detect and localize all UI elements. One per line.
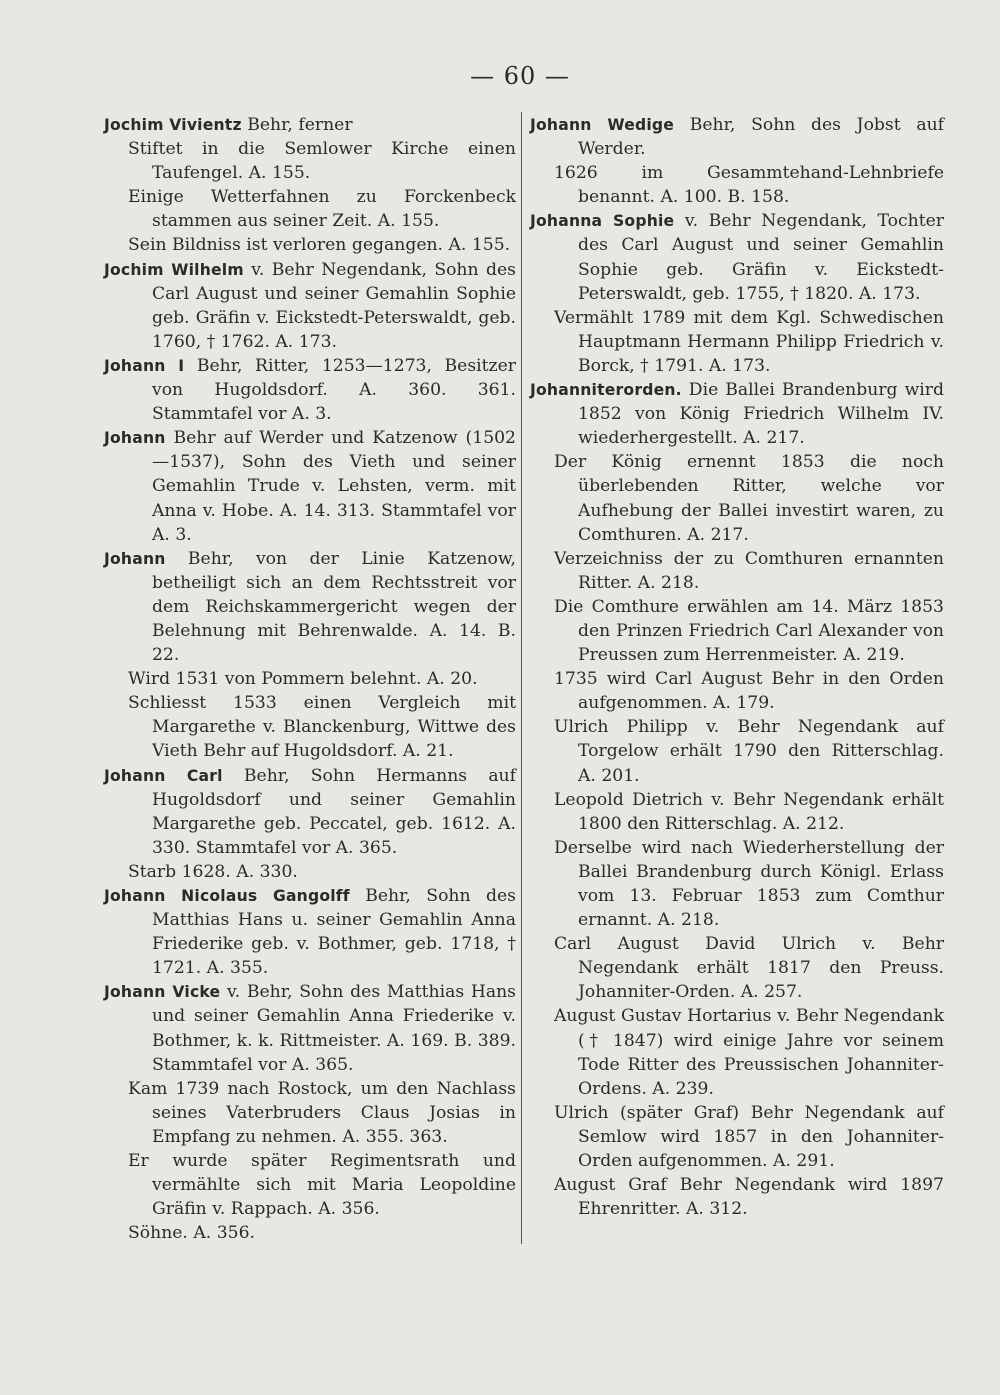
- entry-text: Er wurde später Regimentsrath und vermählte sich mit Maria Leopoldine Gräfin v. Rappach. A. 356.: [128, 1151, 516, 1220]
- index-entry: [104, 547, 516, 667]
- page-number: — 60 —: [470, 62, 570, 90]
- entry-text: Leopold Dietrich v. Behr Negendank erhält 1800 den Ritterschlag. A. 212.: [554, 789, 944, 834]
- entry-headword: Jochim Vivientz: [104, 116, 242, 134]
- entry-text: Ulrich (später Graf) Behr Negendank auf Semlow wird 1857 in den Johanniter-Orden aufgenommen. A. 291.: [554, 1102, 944, 1172]
- index-subentry: [104, 137, 516, 185]
- entry-headword: Johanna Sophie: [530, 212, 675, 231]
- entry-text: Stiftet in die Semlower Kirche einen Taufengel. A. 155.: [128, 139, 516, 184]
- index-entry: [104, 980, 516, 1076]
- entry-text: Behr, Sohn Hermanns auf Hugoldsdorf und seiner Gemahlin Margarethe geb. Peccatel, geb. 1612. A. 330. Stammtafel vor A. 365.: [152, 765, 516, 858]
- entry-text: Die Comthure erwählen am 14. März 1853 den Prinzen Friedrich Carl Alexander von Preussen zum Herrenmeister. A. 219.: [554, 596, 944, 666]
- index-entry: [104, 764, 516, 860]
- index-subentry: [530, 1004, 944, 1100]
- entry-text: Behr auf Werder und Katzenow (1502—1537), Sohn des Vieth und seiner Gemahlin Trude v. Lehsten, verm. mit Anna v. Hobe. A. 14. 313. Stammtafel vor A. 3.: [152, 428, 516, 545]
- index-entry: [104, 884, 516, 980]
- entry-text: Söhne. A. 356.: [128, 1223, 255, 1244]
- index-entry: [530, 209, 944, 305]
- entry-headword: Johann: [104, 549, 166, 568]
- entry-headword: Johann Wedige: [530, 116, 675, 134]
- entry-text: Die Ballei Brandenburg wird 1852 von König Friedrich Wilhelm IV. wiederhergestellt. A. 217.: [578, 380, 944, 449]
- column-divider: [521, 112, 522, 1244]
- entry-text: Vermählt 1789 mit dem Kgl. Schwedischen Hauptmann Hermann Philipp Friedrich v. Borck, † 1791. A. 173.: [554, 307, 944, 376]
- entry-text: Verzeichniss der zu Comthuren ernannten Ritter. A. 218.: [554, 548, 944, 593]
- entry-headword: Johanniterorden.: [530, 381, 682, 400]
- entry-text: Derselbe wird nach Wiederherstellung der Ballei Brandenburg durch Königl. Erlass vom 13. Februar 1853 zum Comthur ernannt. A. 218.: [554, 837, 944, 931]
- index-subentry: [530, 1173, 944, 1221]
- index-entry: [530, 378, 944, 450]
- entry-text: Wird 1531 von Pommern belehnt. A. 20.: [128, 669, 478, 690]
- index-subentry: [104, 860, 516, 884]
- entry-text: Behr, ferner: [241, 115, 353, 135]
- entry-text: Behr, von der Linie Katzenow, betheiligt sich an dem Rechtsstreit vor dem Reichskammergericht wegen der Belehnung mit Behrenwalde. A. 14. B. 22.: [152, 548, 516, 666]
- index-subentry: [530, 836, 944, 932]
- entry-headword: Johann Carl: [104, 766, 223, 785]
- index-subentry: [104, 1077, 516, 1149]
- entry-headword: Jochim Wilhelm: [104, 260, 244, 279]
- entry-text: 1735 wird Carl August Behr in den Orden aufgenommen. A. 179.: [554, 669, 944, 714]
- index-subentry: [104, 691, 516, 763]
- entry-text: Der König ernennt 1853 die noch überlebenden Ritter, welche vor Aufhebung der Ballei investirt waren, zu Comthuren. A. 217.: [554, 452, 944, 545]
- entry-text: Behr, Ritter, 1253—1273, Besitzer von Hugoldsdorf. A. 360. 361. Stammtafel vor A. 3.: [152, 355, 516, 425]
- index-subentry: [530, 932, 944, 1004]
- index-subentry: [530, 1101, 944, 1173]
- entry-text: August Graf Behr Negendank wird 1897 Ehrenritter. A. 312.: [554, 1175, 944, 1220]
- entry-text: v. Behr, Sohn des Matthias Hans und seiner Gemahlin Anna Friederike v. Bothmer, k. k. Rittmeister. A. 169. B. 389. Stammtafel vor A. 365.: [152, 982, 516, 1075]
- entry-text: v. Behr Negendank, Sohn des Carl August und seiner Gemahlin Sophie geb. Gräfin v. Eickstedt-Peterswaldt, geb. 1760, † 1762. A. 173.: [152, 259, 516, 352]
- entry-text: Sein Bildniss ist verloren gegangen. A. 155.: [128, 235, 511, 256]
- entry-text: Ulrich Philipp v. Behr Negendank auf Torgelow erhält 1790 den Ritterschlag. A. 201.: [554, 717, 944, 786]
- index-subentry: [530, 715, 944, 787]
- index-entry: [104, 113, 516, 137]
- index-entry: [104, 354, 516, 426]
- entry-headword: Johann I: [104, 356, 185, 375]
- index-subentry: [530, 161, 944, 209]
- entry-text: Behr, Sohn des Matthias Hans u. seiner Gemahlin Anna Friederike geb. v. Bothmer, geb. 1718, † 1721. A. 355.: [152, 886, 516, 979]
- index-subentry: [530, 595, 944, 667]
- index-subentry: [530, 547, 944, 595]
- entry-text: v. Behr Negendank, Tochter des Carl August und seiner Gemahlin Sophie geb. Gräfin v. Eickstedt-Peterswaldt, geb. 1755, † 1820. A. 173.: [578, 211, 944, 304]
- entry-headword: Johann: [104, 429, 166, 448]
- column-left: [104, 113, 516, 1245]
- index-subentry: [104, 667, 516, 691]
- index-entry: [104, 426, 516, 546]
- entry-text: Carl August David Ulrich v. Behr Negendank erhält 1817 den Preuss. Johanniter-Orden. A. 257.: [554, 934, 944, 1003]
- entry-text: Kam 1739 nach Rostock, um den Nachlass seines Vaterbruders Claus Josias in Empfang zu nehmen. A. 355. 363.: [128, 1078, 516, 1147]
- entry-text: Schliesst 1533 einen Vergleich mit Margarethe v. Blanckenburg, Wittwe des Vieth Behr auf Hugoldsdorf. A. 21.: [128, 693, 516, 762]
- index-entry: [104, 258, 516, 354]
- index-subentry: [104, 1221, 516, 1245]
- entry-text: Einige Wetterfahnen zu Forckenbeck stammen aus seiner Zeit. A. 155.: [128, 187, 516, 232]
- entry-headword: Johann Nicolaus Gangolff: [104, 887, 350, 905]
- entry-headword: Johann Vicke: [104, 983, 221, 1002]
- index-subentry: [104, 185, 516, 233]
- index-subentry: [104, 1149, 516, 1221]
- index-subentry: [530, 450, 944, 546]
- entry-text: 1626 im Gesammtehand-Lehnbriefe benannt. A. 100. B. 158.: [554, 163, 944, 208]
- index-subentry: [530, 788, 944, 836]
- entry-text: Starb 1628. A. 330.: [128, 861, 298, 882]
- index-subentry: [530, 306, 944, 378]
- index-entry: [530, 113, 944, 161]
- entry-text: August Gustav Hortarius v. Behr Negendank († 1847) wird einige Jahre vor seinem Tode Ritter des Preussischen Johanniter-Ordens. A. 239.: [554, 1006, 944, 1099]
- index-subentry: [530, 667, 944, 715]
- column-right: [530, 113, 944, 1221]
- index-subentry: [104, 233, 516, 257]
- entry-text: Behr, Sohn des Jobst auf Werder.: [578, 115, 944, 160]
